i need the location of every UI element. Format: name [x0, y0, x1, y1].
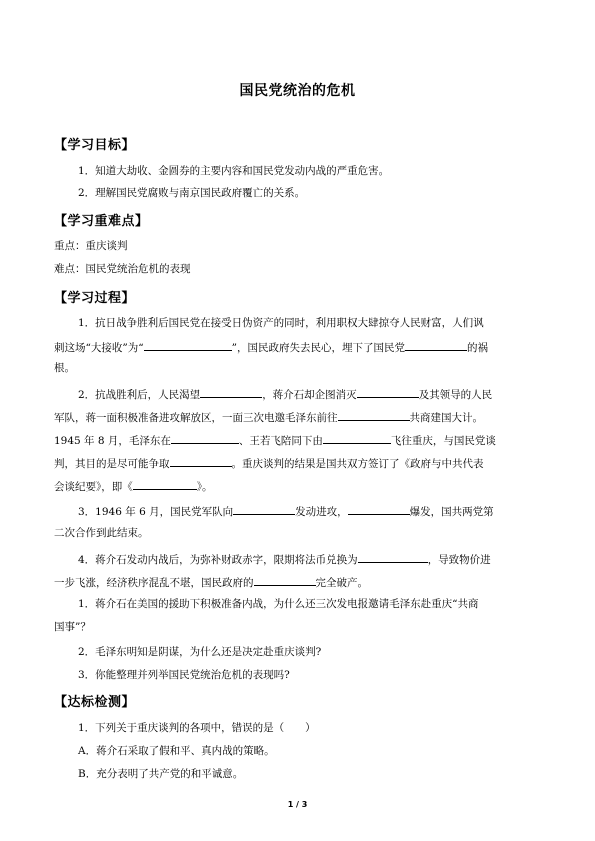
- question-2: 2．毛泽东明知是阴谋，为什么还是决定赴重庆谈判?: [78, 646, 322, 658]
- text-span: 飞往重庆，与国民党谈: [390, 435, 496, 447]
- text-span: 1945 年 8 月，毛泽东在: [54, 435, 171, 447]
- text-span: 2．抗战胜利后，人民渴望: [78, 389, 201, 401]
- test-question-1: 1．下列关于重庆谈判的各项中，错误的是（ ）: [78, 722, 316, 734]
- text-span: 刺这场“大接收”为“: [54, 342, 144, 354]
- page-title: 国民党统治的危机: [239, 83, 356, 99]
- blank-line: [357, 386, 419, 398]
- p2-line-4: [54, 455, 484, 471]
- question-1-line-2: 国事”？: [54, 621, 91, 633]
- text-span: 共商建国大计。: [409, 412, 483, 424]
- text-span: 发动进攻，: [295, 506, 348, 518]
- key-heading: 【学习重难点】: [54, 214, 149, 229]
- p3-line-1: [78, 503, 494, 519]
- text-span: 完全破产。: [315, 577, 368, 589]
- test-option-b: B．充分表明了共产党的和平诚意。: [78, 768, 244, 780]
- text-span: 4．蒋介石发动内战后，为弥补财政赤字，限期将法币兑换为: [78, 554, 358, 566]
- text-span: 会谈纪要》，即《: [54, 481, 133, 493]
- p1-line-1: 1．抗日战争胜利后国民党在接受日伪资产的同时，利用职权大肆掠夺人民财富，人们讽: [78, 317, 484, 329]
- goals-heading: 【学习目标】: [54, 138, 136, 153]
- text-span: 判，其目的是尽可能争取: [54, 458, 170, 470]
- text-span: 、王若飞陪同下由: [238, 435, 323, 447]
- text-span: ，蒋介石却企图消灭: [262, 389, 357, 401]
- page-number: 1 / 3: [287, 800, 308, 809]
- text-span: 一步飞涨，经济秩序混乱不堪，国民政府的: [54, 577, 254, 589]
- blank-line: [233, 503, 295, 515]
- p2-line-3: [54, 432, 496, 448]
- question-1-line-1: 1．蒋介石在美国的援助下积极准备内战，为什么还三次发电报邀请毛泽东赴重庆“共商: [78, 598, 479, 610]
- blank-line: [170, 455, 232, 467]
- text-span: ”，国民政府失去民心，埋下了国民党: [231, 342, 405, 354]
- p1-line-3: 根。: [54, 362, 75, 374]
- blank-line: [171, 432, 239, 444]
- text-span: 。重庆谈判的结果是国共双方签订了《政府与中共代表: [231, 458, 484, 470]
- test-heading: 【达标检测】: [54, 695, 136, 710]
- goal-2: 2．理解国民党腐败与南京国民政府覆亡的关系。: [78, 187, 306, 199]
- blank-line: [348, 503, 410, 515]
- blank-line: [254, 574, 316, 586]
- p4-line-2: [54, 574, 368, 590]
- blank-line: [323, 432, 391, 444]
- text-span: 3．1946 年 6 月，国民党军队向: [78, 506, 234, 518]
- process-heading: 【学习过程】: [54, 291, 136, 306]
- blank-line: [144, 339, 232, 351]
- p2-line-1: [78, 386, 492, 402]
- blank-line: [405, 339, 467, 351]
- difficult-point: 难点：国民党统治危机的表现: [54, 263, 191, 275]
- p3-line-2: 二次合作到此结束。: [54, 527, 149, 539]
- blank-line: [338, 409, 410, 421]
- blank-line: [133, 478, 197, 490]
- p1-line-2: [54, 339, 488, 355]
- goal-1: 1．知道大劫收、金圆券的主要内容和国民党发动内战的严重危害。: [78, 165, 390, 177]
- p2-line-5: [54, 478, 213, 494]
- text-span: 爆发，国共两党第: [409, 506, 494, 518]
- p4-line-1: [78, 551, 491, 567]
- blank-line: [200, 386, 262, 398]
- text-span: 及其领导的人民: [418, 389, 493, 401]
- text-span: ，导致物价进: [427, 554, 491, 566]
- p2-line-2: [54, 409, 483, 425]
- text-span: 军队，蒋一面积极准备进攻解放区，一面三次电邀毛泽东前往: [54, 412, 338, 424]
- text-span: 的祸: [466, 342, 488, 354]
- test-option-a: A．蒋介石采取了假和平、真内战的策略。: [78, 745, 275, 757]
- key-point: 重点：重庆谈判: [54, 240, 128, 252]
- text-span: 》。: [196, 481, 213, 493]
- blank-line: [358, 551, 428, 563]
- question-3: 3．你能整理并列举国民党统治危机的表现吗?: [78, 669, 290, 681]
